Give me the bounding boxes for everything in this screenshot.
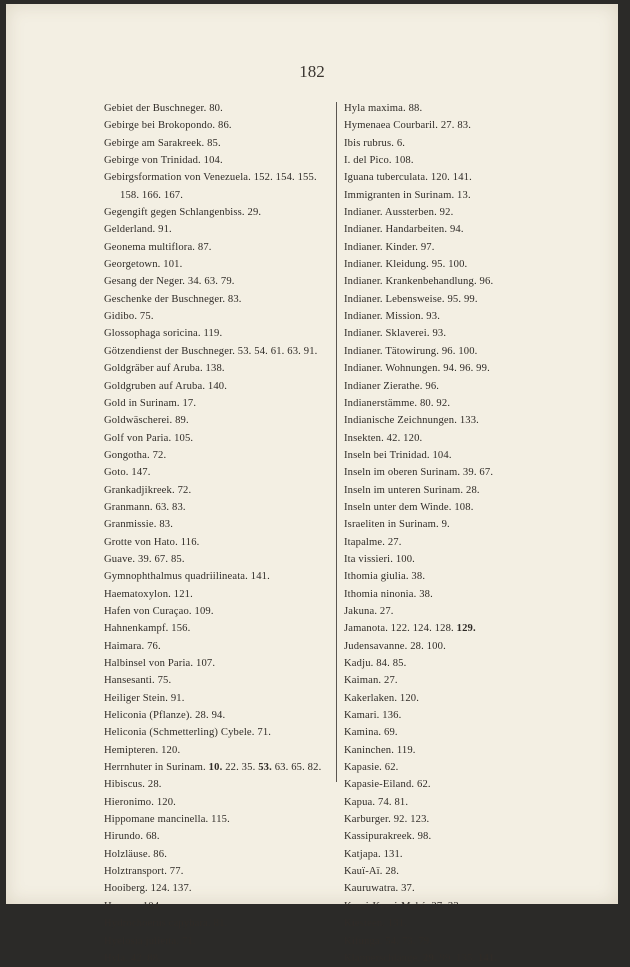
index-entry: Katjapa. 131. xyxy=(344,848,403,860)
index-entry: Gesang der Neger. 34. 63. 79. xyxy=(104,276,235,288)
index-entry: Gebirgsformation von Venezuela. 152. 154. 155. xyxy=(104,172,317,184)
index-entry: Hahnenkampf. 156. xyxy=(104,623,191,635)
left-index-column xyxy=(104,100,330,967)
entry-term: Herrnhuter in Surinam. xyxy=(104,762,206,774)
index-entry: Indianer. Kinder. 97. xyxy=(344,241,435,253)
index-entry: Gebirge am Sarakreek. 85. xyxy=(104,137,221,149)
index-entry: Haematoxylon. 121. xyxy=(104,588,193,600)
entry-term: Jamanota. 122. 124. 128. xyxy=(344,623,454,635)
index-entry: Hieronimo. 120. xyxy=(104,796,176,808)
index-entry: Grankadjikreek. 72. xyxy=(104,484,192,496)
index-entry: Halbinsel von Paria. 107. xyxy=(104,658,216,669)
bold-ref: 29. xyxy=(423,952,437,964)
index-entry: Gongotha. 72. xyxy=(104,449,167,461)
index-entry: Inseln im oberen Surinam. 39. 67. xyxy=(344,467,494,479)
index-entry: Goto. 147. xyxy=(104,467,151,479)
index-entry: Indianische Zeichnungen. 133. xyxy=(344,415,479,427)
index-entry: Hibiscus. 28. xyxy=(104,779,162,791)
index-entry: Heliconia (Schmetterling) Cybele. 71. xyxy=(104,727,272,739)
index-entry: Ithomia giulia. 38. xyxy=(344,571,426,583)
index-entry: Kadju. 84. 85. xyxy=(344,658,407,669)
index-entry: Hemipteren. 120. xyxy=(104,744,181,756)
index-entry: Kiesteen. 131. xyxy=(344,918,407,930)
index-entry: Hyla maxima. 88. xyxy=(344,103,423,114)
index-entry: Indianer. Kleidung. 95. 100. xyxy=(344,259,468,271)
index-entry: Ibis rubrus. 6. xyxy=(344,137,406,149)
index-entry: Immigranten in Surinam. 13. xyxy=(344,189,471,201)
index-entry: Kifunga. 54. 73. 79. xyxy=(344,935,433,947)
index-entry: Ithomia ninonia. 38. xyxy=(344,588,433,600)
index-entry: Indianer. Lebensweise. 95. 99. xyxy=(344,293,478,305)
index-entry: Hymenaea Courbaril. 27. 83. xyxy=(344,120,472,132)
index-entry-jamanota xyxy=(344,620,519,637)
index-entry: Granmissie. 83. xyxy=(104,519,174,531)
index-entry: Goldwäscherei. 89. xyxy=(104,415,189,427)
column-divider xyxy=(336,102,337,782)
index-entry: Heliconia (Pflanze). 28. 94. xyxy=(104,710,226,722)
index-entry: Inseln bei Trinidad. 104. xyxy=(344,449,452,461)
index-entry: Glossophaga soricina. 119. xyxy=(104,328,223,340)
index-entry: Indianer. Mission. 93. xyxy=(344,311,440,323)
index-entry: Guave. 39. 67. 85. xyxy=(104,553,185,565)
index-entry: Indianer. Tätowirung. 96. 100. xyxy=(344,345,478,357)
index-entry: Kapasie-Eiland. 62. xyxy=(344,779,431,791)
index-entry: Indianer. Wohnungen. 94. 96. 99. xyxy=(344,363,490,375)
index-entry: Goldgruben auf Aruba. 140. xyxy=(104,380,228,392)
index-entry: Indianer. Aussterben. 92. xyxy=(344,207,454,219)
right-index-column xyxy=(344,100,519,967)
index-entry: Holzläuse. 86. xyxy=(104,848,167,860)
index-page xyxy=(6,4,618,964)
index-entry: I. del Pico. 108. xyxy=(344,155,414,167)
entry-term: Klapperschlange. xyxy=(344,952,421,964)
index-entry: Ita vissieri. 100. xyxy=(344,553,415,565)
index-entry: Hydrochoerus capybara. 81. xyxy=(104,918,228,930)
bold-ref: 10. xyxy=(208,762,223,774)
index-entry: Kaninchen. 119. xyxy=(344,744,416,756)
index-entry: Kakerlaken. 120. xyxy=(344,692,420,704)
index-entry: Gebirge von Trinidad. 104. xyxy=(104,155,223,167)
index-entry-klapperschlange xyxy=(344,950,519,967)
index-entry: Hirundo. 68. xyxy=(104,831,160,843)
index-entry: Hyla. 42. 88. xyxy=(104,952,161,964)
index-entry: Gebirge bei Brokopondo. 86. xyxy=(104,120,232,132)
index-entry-continuation: 158. 166. 167. xyxy=(120,189,184,201)
index-entry: Hansesanti. 75. xyxy=(104,675,172,687)
bold-ref: 53. xyxy=(258,762,272,774)
index-entry: Hyelosia julietta. 71. xyxy=(104,935,196,947)
entry-refs: 63. 65. 82. xyxy=(274,762,322,774)
index-entry: Götzendienst der Buschneger. 53. 54. 61. 63. 91. xyxy=(104,345,318,357)
index-entry: Golf von Paria. 105. xyxy=(104,432,194,444)
index-entry: Indianer. Sklaverei. 93. xyxy=(344,328,447,340)
index-entry: Kauruwatra. 37. xyxy=(344,883,415,895)
index-entry: Insekten. 42. 120. xyxy=(344,432,423,444)
index-entry: Hooiberg. 124. 137. xyxy=(104,883,192,895)
index-entry: Inseln im unteren Surinam. 28. xyxy=(344,484,480,496)
index-entry: Kamari. 136. xyxy=(344,710,402,722)
index-entry-herrnhuter xyxy=(104,759,330,776)
index-entry: Kaiman. 27. xyxy=(344,675,398,687)
bold-ref: 141. xyxy=(478,952,498,964)
index-entry: Holztransport. 77. xyxy=(104,866,184,878)
index-entry: Indianerstämme. 80. 92. xyxy=(344,397,451,409)
entry-refs: 99. 135. xyxy=(439,952,476,964)
index-entry: Karburger. 92. 123. xyxy=(344,814,430,826)
index-entry: Gidibo. 75. xyxy=(104,311,154,323)
index-entry: Jakuna. 27. xyxy=(344,605,394,617)
index-entry: Itapalme. 27. xyxy=(344,536,402,548)
index-entry: Kamina. 69. xyxy=(344,727,398,739)
page-number: 182 xyxy=(299,62,325,81)
index-entry: Gebiet der Buschneger. 80. xyxy=(104,103,223,114)
index-entry: Keesi-Keesi-Maká. 27. 33. xyxy=(344,900,462,912)
index-entry: Kassipurakreek. 98. xyxy=(344,831,432,843)
index-entry: Gold in Surinam. 17. xyxy=(104,397,197,409)
index-entry: Gymnophthalmus quadriilineata. 141. xyxy=(104,571,270,583)
index-entry: Iguana tuberculata. 120. 141. xyxy=(344,172,472,184)
index-entry: Goldgräber auf Aruba. 138. xyxy=(104,363,225,375)
entry-refs: 22. 35. xyxy=(225,762,256,774)
index-entry: Geschenke der Buschneger. 83. xyxy=(104,293,242,305)
index-entry: Hafen von Curaçao. 109. xyxy=(104,605,214,617)
index-entry: Indianer Zierathe. 96. xyxy=(344,380,440,392)
bold-ref: 129. xyxy=(456,623,476,635)
index-entry: Indianer. Handarbeiten. 94. xyxy=(344,224,464,236)
index-entry: Israeliten in Surinam. 9. xyxy=(344,519,450,531)
index-entry: Kapua. 74. 81. xyxy=(344,796,409,808)
index-entry: Kauï-Aï. 28. xyxy=(344,866,400,878)
index-entry: Indianer. Krankenbehandlung. 96. xyxy=(344,276,494,288)
index-entry: Gegengift gegen Schlangenbiss. 29. xyxy=(104,207,262,219)
index-entry: Kapasie. 62. xyxy=(344,762,399,774)
index-entry: Grotte von Hato. 116. xyxy=(104,536,200,548)
index-entry: Inseln unter dem Winde. 108. xyxy=(344,501,474,513)
index-entry: Haimara. 76. xyxy=(104,640,161,652)
index-entry: Hucvos. 104. xyxy=(104,900,163,912)
index-entry: Hippomane mancinella. 115. xyxy=(104,814,230,826)
index-entry: Granmann. 63. 83. xyxy=(104,501,186,513)
index-entry: Heiliger Stein. 91. xyxy=(104,692,185,704)
index-entry: Judensavanne. 28. 100. xyxy=(344,640,446,652)
index-entry: Georgetown. 101. xyxy=(104,259,183,271)
index-entry: Gelderland. 91. xyxy=(104,224,172,236)
index-entry: Geonema multiflora. 87. xyxy=(104,241,212,253)
